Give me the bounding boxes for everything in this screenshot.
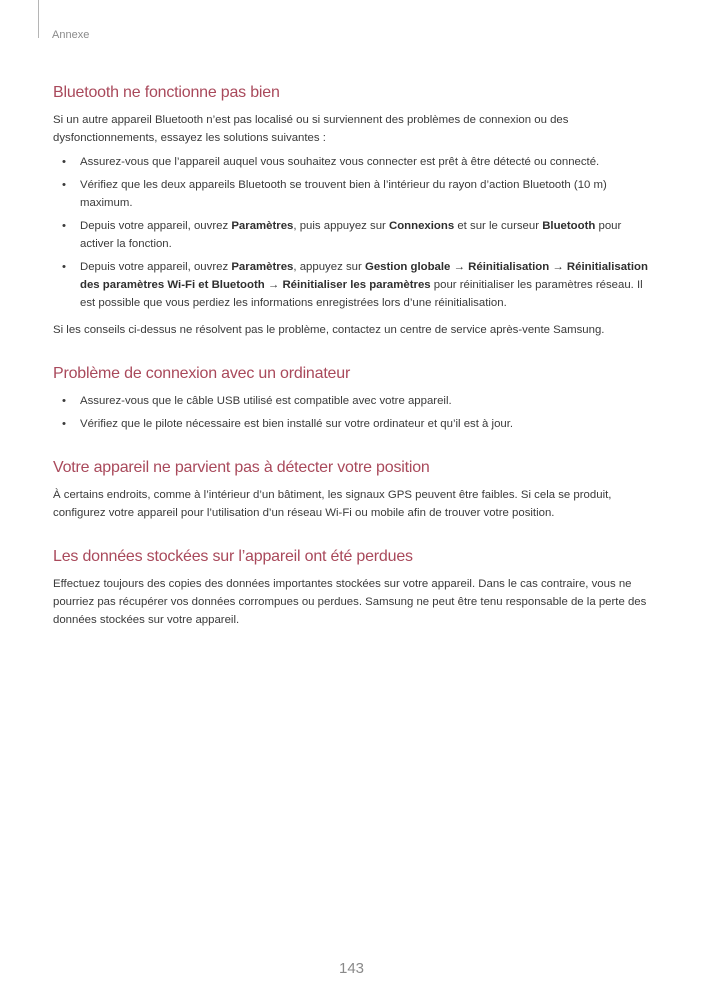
- arrow-separator: →: [264, 279, 283, 291]
- section-body: À certains endroits, comme à l’intérieur d’un bâtiment, les signaux GPS peuvent être faibles. Si cela se produit, configurez votre appareil pour l’utilisation d’un réseau Wi-Fi ou mobile afin de trouver votre position.: [53, 489, 612, 519]
- section-intro: Si un autre appareil Bluetooth n’est pas localisé ou si surviennent des problèmes de connexion ou des dysfonctionnements, essayez les solutions suivantes :: [53, 114, 569, 144]
- section-bluetooth: [53, 82, 653, 339]
- ui-term: Paramètres: [231, 261, 294, 273]
- text-run: pour activer la fonction.: [80, 220, 622, 250]
- bullet-list: [53, 153, 653, 312]
- section-computer-connection: [53, 363, 653, 433]
- page-number: 143: [338, 960, 365, 977]
- list-item: • Vérifiez que le pilote nécessaire est bien installé sur votre ordinateur et qu’il est à jour.: [53, 415, 653, 433]
- ui-term: Réinitialisation des paramètres Wi-Fi et Bluetooth: [80, 261, 648, 291]
- list-item: [53, 217, 653, 253]
- list-item: • Assurez-vous que l’appareil auquel vous souhaitez vous connecter est prêt à être détecté ou connecté.: [53, 153, 653, 171]
- ui-term: Bluetooth: [542, 220, 596, 232]
- section-title: Problème de connexion avec un ordinateur: [53, 365, 351, 382]
- text-run: et sur le curseur: [454, 220, 543, 232]
- list-item: • Vérifiez que les deux appareils Bluetooth se trouvent bien à l’intérieur du rayon d’action Bluetooth (10 m) maximum.: [53, 176, 653, 212]
- text-run: , puis appuyez sur: [293, 220, 389, 232]
- ui-term: Paramètres: [231, 220, 294, 232]
- section-header: Annexe: [52, 29, 90, 41]
- text-run: , appuyez sur: [293, 261, 365, 273]
- list-item: [53, 258, 653, 312]
- section-data-lost: [53, 546, 653, 629]
- section-title: Bluetooth ne fonctionne pas bien: [53, 84, 280, 101]
- text-run: Depuis votre appareil, ouvrez: [80, 220, 232, 232]
- text-run: pour réinitialiser les paramètres réseau. Il est possible que vous perdiez les informations enregistrées lors d’une réinitialisation.: [80, 279, 643, 309]
- arrow-separator: →: [450, 261, 469, 273]
- bullet-list: [53, 392, 653, 433]
- header-rule: [38, 0, 39, 38]
- ui-term: Connexions: [389, 220, 455, 232]
- section-outro: Si les conseils ci-dessus ne résolvent pas le problème, contactez un centre de service après-vente Samsung.: [53, 324, 605, 336]
- section-location: [53, 457, 653, 522]
- ui-term: Réinitialiser les paramètres: [282, 279, 431, 291]
- section-title: Votre appareil ne parvient pas à détecter votre position: [53, 459, 430, 476]
- ui-term: Gestion globale: [364, 261, 451, 273]
- text-run: Depuis votre appareil, ouvrez: [80, 261, 232, 273]
- list-item: • Assurez-vous que le câble USB utilisé est compatible avec votre appareil.: [53, 392, 653, 410]
- arrow-separator: →: [549, 261, 567, 273]
- page-content: [53, 82, 653, 653]
- ui-term: Réinitialisation: [468, 261, 550, 273]
- section-body: Effectuez toujours des copies des données importantes stockées sur votre appareil. Dans le cas contraire, vous ne pourriez pas récupérer vos données corrompues ou perdues. Samsung ne peut être tenu responsable de la perte des données stockées sur votre appareil.: [53, 578, 647, 626]
- section-title: Les données stockées sur l’appareil ont été perdues: [53, 548, 413, 565]
